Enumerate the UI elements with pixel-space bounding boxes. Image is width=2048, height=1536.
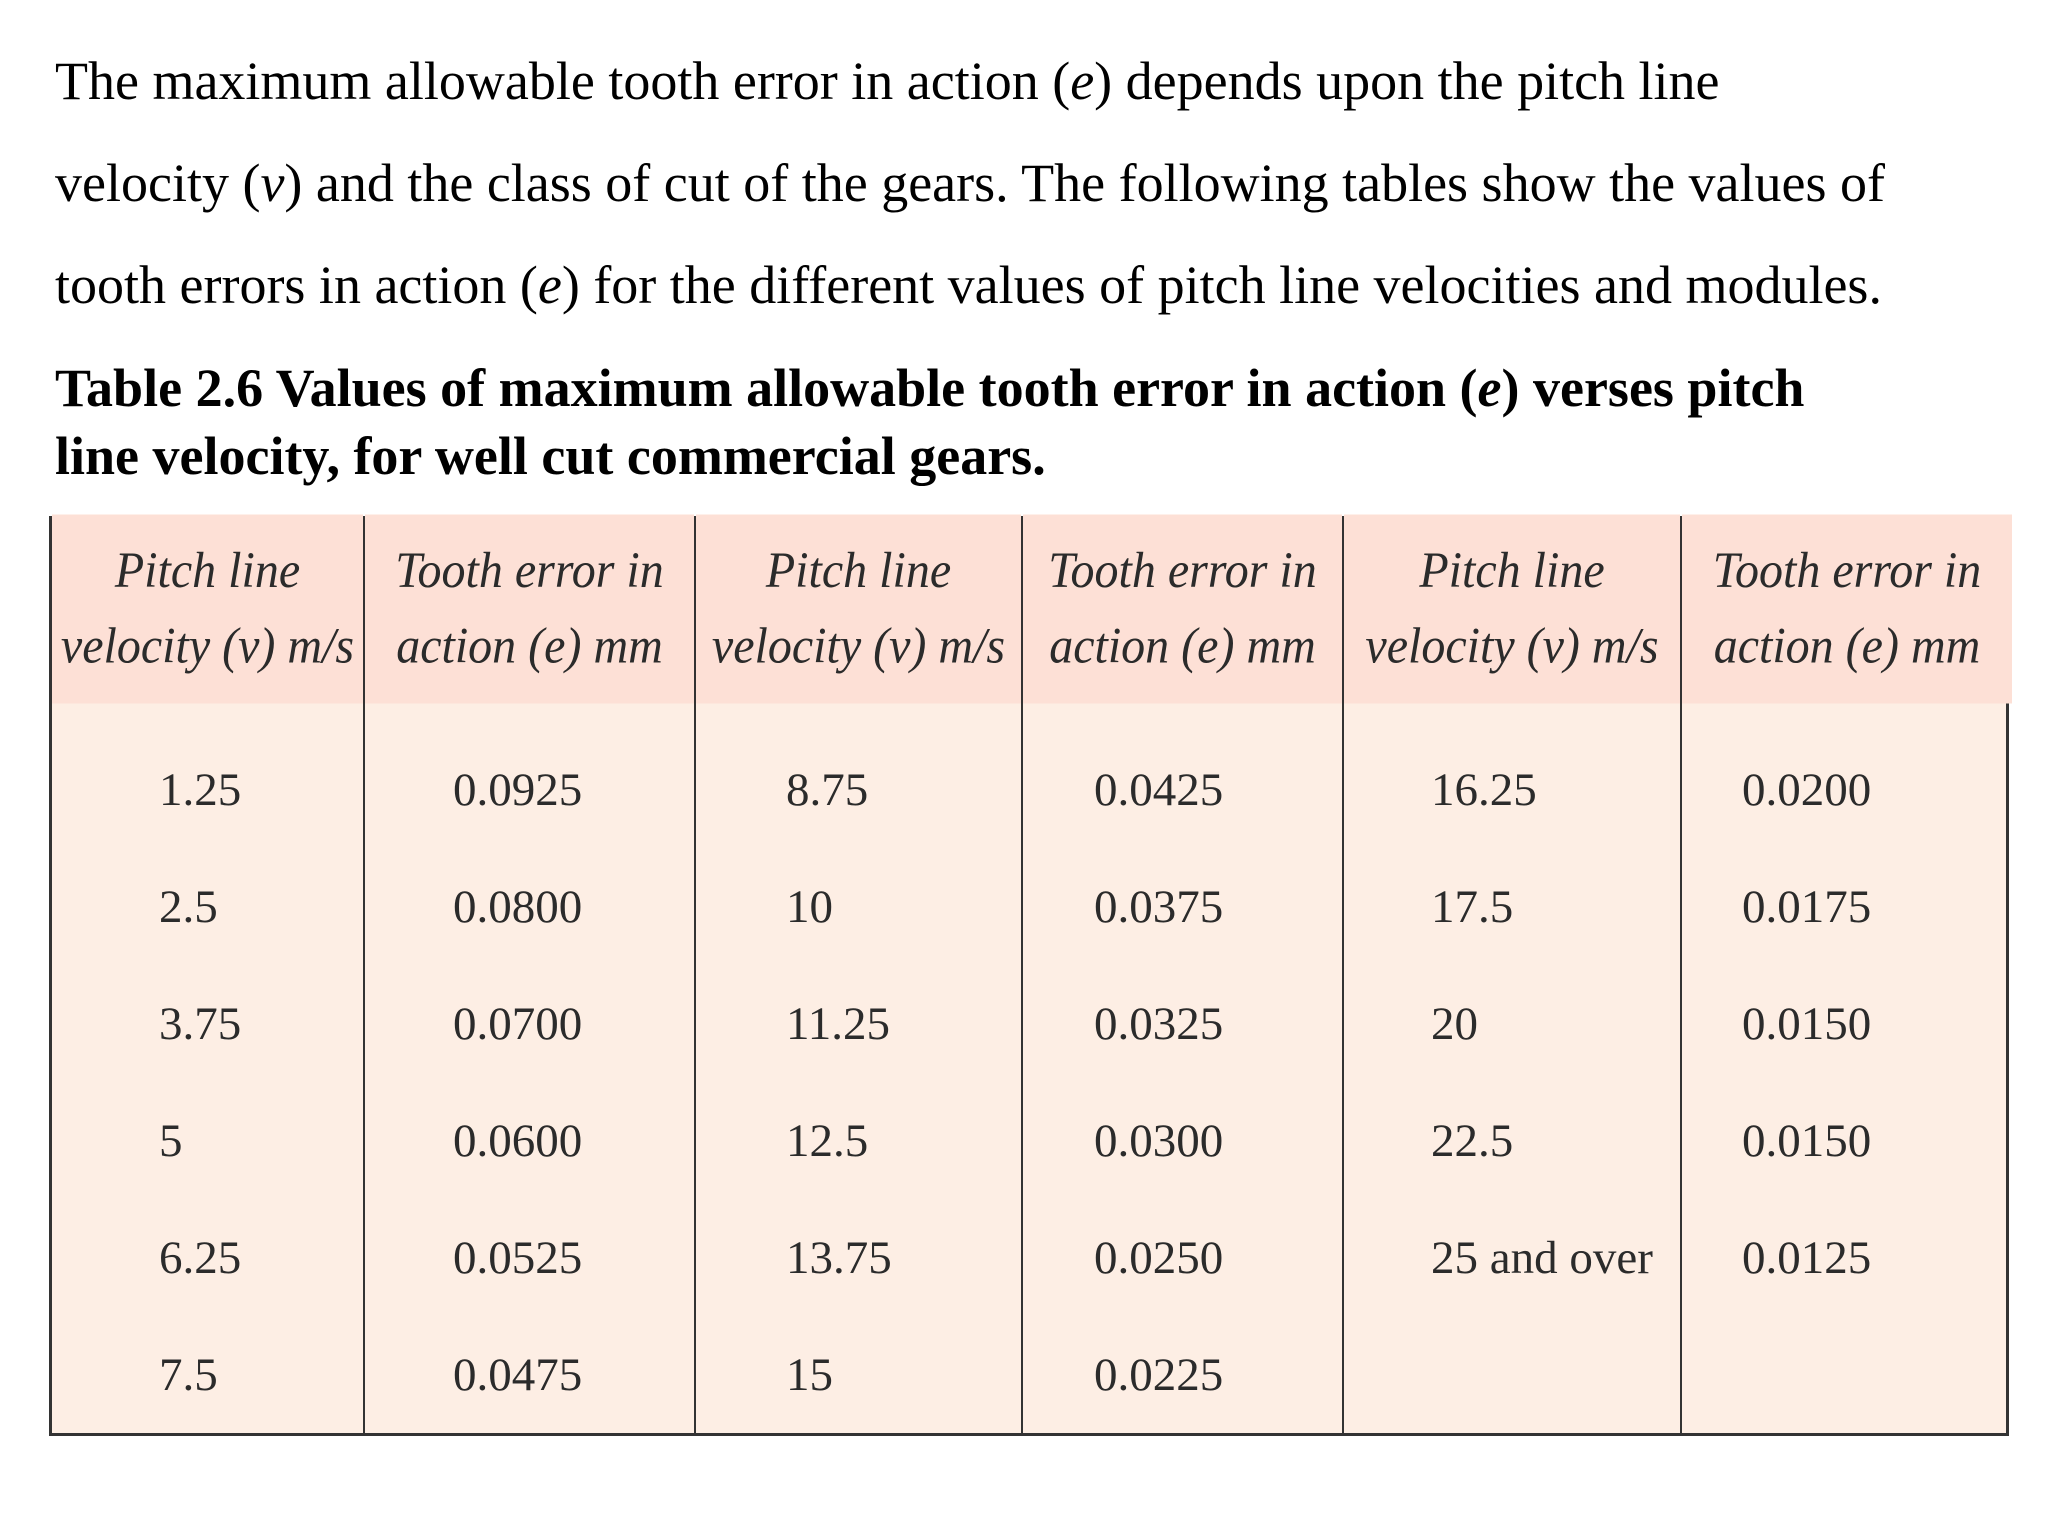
tooth-error-cell bbox=[364, 700, 695, 848]
table-row bbox=[52, 1199, 2012, 1316]
table-row bbox=[52, 700, 2012, 848]
velocity-cell bbox=[1343, 848, 1681, 965]
intro-text: ) and the class of cut of the gears. The following tables show the values of bbox=[284, 153, 1885, 213]
document-page bbox=[55, 30, 2015, 490]
cell-value: 0.0300 bbox=[1094, 1114, 1224, 1167]
cell-value: 15 bbox=[786, 1348, 833, 1401]
intro-line-2 bbox=[55, 132, 2015, 234]
cell-value: 13.75 bbox=[786, 1231, 892, 1284]
header-velocity-1: Pitch line velocity (v) m/s bbox=[52, 514, 364, 704]
intro-paragraph bbox=[55, 30, 2015, 336]
cell-value: 11.25 bbox=[786, 997, 891, 1050]
caption-line-1 bbox=[55, 354, 2015, 422]
tooth-error-cell bbox=[1681, 1316, 2012, 1433]
tooth-error-cell bbox=[1022, 1082, 1343, 1199]
tooth-error-cell bbox=[1022, 1316, 1343, 1433]
cell-value: 1.25 bbox=[159, 763, 242, 816]
velocity-cell bbox=[52, 848, 364, 965]
intro-text: ) depends upon the pitch line bbox=[1094, 51, 1720, 111]
intro-text: The maximum allowable tooth error in action ( bbox=[55, 51, 1071, 111]
cell-value: 12.5 bbox=[786, 1114, 869, 1167]
caption-text: ) verses pitch bbox=[1501, 358, 1805, 418]
table-caption bbox=[55, 354, 2015, 490]
cell-value: 0.0125 bbox=[1742, 1231, 1872, 1284]
velocity-cell bbox=[52, 1082, 364, 1199]
cell-value: 2.5 bbox=[159, 880, 218, 933]
velocity-cell bbox=[52, 700, 364, 848]
table-row bbox=[52, 848, 2012, 965]
cell-value: 0.0150 bbox=[1742, 997, 1872, 1050]
velocity-cell bbox=[695, 700, 1022, 848]
cell-value: 6.25 bbox=[159, 1231, 242, 1284]
caption-line-2: line velocity, for well cut commercial gears. bbox=[55, 426, 1046, 486]
symbol-e: e bbox=[537, 255, 562, 315]
cell-value: 0.0375 bbox=[1094, 880, 1224, 933]
cell-value: 8.75 bbox=[786, 763, 869, 816]
header-tooth-error-2: Tooth error in action (e) mm bbox=[1022, 514, 1343, 704]
cell-value: 17.5 bbox=[1431, 880, 1514, 933]
velocity-cell bbox=[695, 965, 1022, 1082]
velocity-cell bbox=[695, 1082, 1022, 1199]
cell-value: 0.0425 bbox=[1094, 763, 1224, 816]
intro-text: ) for the different values of pitch line velocities and modules. bbox=[561, 255, 1882, 315]
cell-value: 0.0700 bbox=[453, 997, 583, 1050]
cell-value: 0.0475 bbox=[453, 1348, 583, 1401]
tooth-error-cell bbox=[1022, 700, 1343, 848]
tooth-error-cell bbox=[1681, 700, 2012, 848]
velocity-cell bbox=[695, 1316, 1022, 1433]
table-header-row bbox=[52, 519, 2012, 700]
tooth-error-cell bbox=[364, 1082, 695, 1199]
cell-value: 0.0325 bbox=[1094, 997, 1224, 1050]
header-velocity-2: Pitch line velocity (v) m/s bbox=[695, 514, 1022, 704]
velocity-cell bbox=[52, 965, 364, 1082]
cell-value: 0.0225 bbox=[1094, 1348, 1224, 1401]
intro-text: tooth errors in action ( bbox=[55, 255, 538, 315]
table-row bbox=[52, 1082, 2012, 1199]
table-row bbox=[52, 965, 2012, 1082]
tooth-error-cell bbox=[364, 1199, 695, 1316]
tooth-error-cell bbox=[364, 965, 695, 1082]
intro-text: velocity ( bbox=[55, 153, 261, 213]
cell-value: 0.0525 bbox=[453, 1231, 583, 1284]
header-tooth-error-3: Tooth error in action (e) mm bbox=[1681, 514, 2012, 704]
cell-value: 5 bbox=[159, 1114, 183, 1167]
symbol-e: e bbox=[1477, 358, 1502, 418]
cell-value: 25 and over bbox=[1431, 1231, 1653, 1284]
intro-line-3 bbox=[55, 234, 2015, 336]
cell-value: 0.0150 bbox=[1742, 1114, 1872, 1167]
cell-value: 0.0175 bbox=[1742, 880, 1872, 933]
cell-value: 7.5 bbox=[159, 1348, 218, 1401]
cell-value: 0.0600 bbox=[453, 1114, 583, 1167]
tooth-error-cell bbox=[1681, 1082, 2012, 1199]
intro-line-1 bbox=[55, 30, 2015, 132]
cell-value: 0.0800 bbox=[453, 880, 583, 933]
tooth-error-cell bbox=[1681, 965, 2012, 1082]
caption-text: Table 2.6 Values of maximum allowable tooth error in action ( bbox=[55, 358, 1478, 418]
tooth-error-cell bbox=[364, 1316, 695, 1433]
symbol-e: e bbox=[1070, 51, 1095, 111]
tooth-error-cell bbox=[1022, 1199, 1343, 1316]
cell-value: 22.5 bbox=[1431, 1114, 1514, 1167]
tooth-error-table bbox=[49, 516, 2009, 1436]
tooth-error-cell bbox=[1022, 848, 1343, 965]
cell-value: 10 bbox=[786, 880, 833, 933]
data-table bbox=[52, 519, 2012, 1433]
tooth-error-cell bbox=[1681, 848, 2012, 965]
velocity-cell bbox=[1343, 700, 1681, 848]
velocity-cell bbox=[1343, 1199, 1681, 1316]
symbol-v: v bbox=[260, 153, 285, 213]
velocity-cell bbox=[695, 1199, 1022, 1316]
tooth-error-cell bbox=[1022, 965, 1343, 1082]
table-row bbox=[52, 1316, 2012, 1433]
velocity-cell bbox=[695, 848, 1022, 965]
cell-value: 0.0200 bbox=[1742, 763, 1872, 816]
header-tooth-error-1: Tooth error in action (e) mm bbox=[364, 514, 695, 704]
cell-value: 3.75 bbox=[159, 997, 242, 1050]
velocity-cell bbox=[52, 1316, 364, 1433]
velocity-cell bbox=[52, 1199, 364, 1316]
velocity-cell bbox=[1343, 1316, 1681, 1433]
header-velocity-3: Pitch line velocity (v) m/s bbox=[1343, 514, 1681, 704]
cell-value: 0.0250 bbox=[1094, 1231, 1224, 1284]
velocity-cell bbox=[1343, 965, 1681, 1082]
velocity-cell bbox=[1343, 1082, 1681, 1199]
cell-value: 16.25 bbox=[1431, 763, 1537, 816]
tooth-error-cell bbox=[364, 848, 695, 965]
cell-value: 0.0925 bbox=[453, 763, 583, 816]
cell-value: 20 bbox=[1431, 997, 1478, 1050]
tooth-error-cell bbox=[1681, 1199, 2012, 1316]
